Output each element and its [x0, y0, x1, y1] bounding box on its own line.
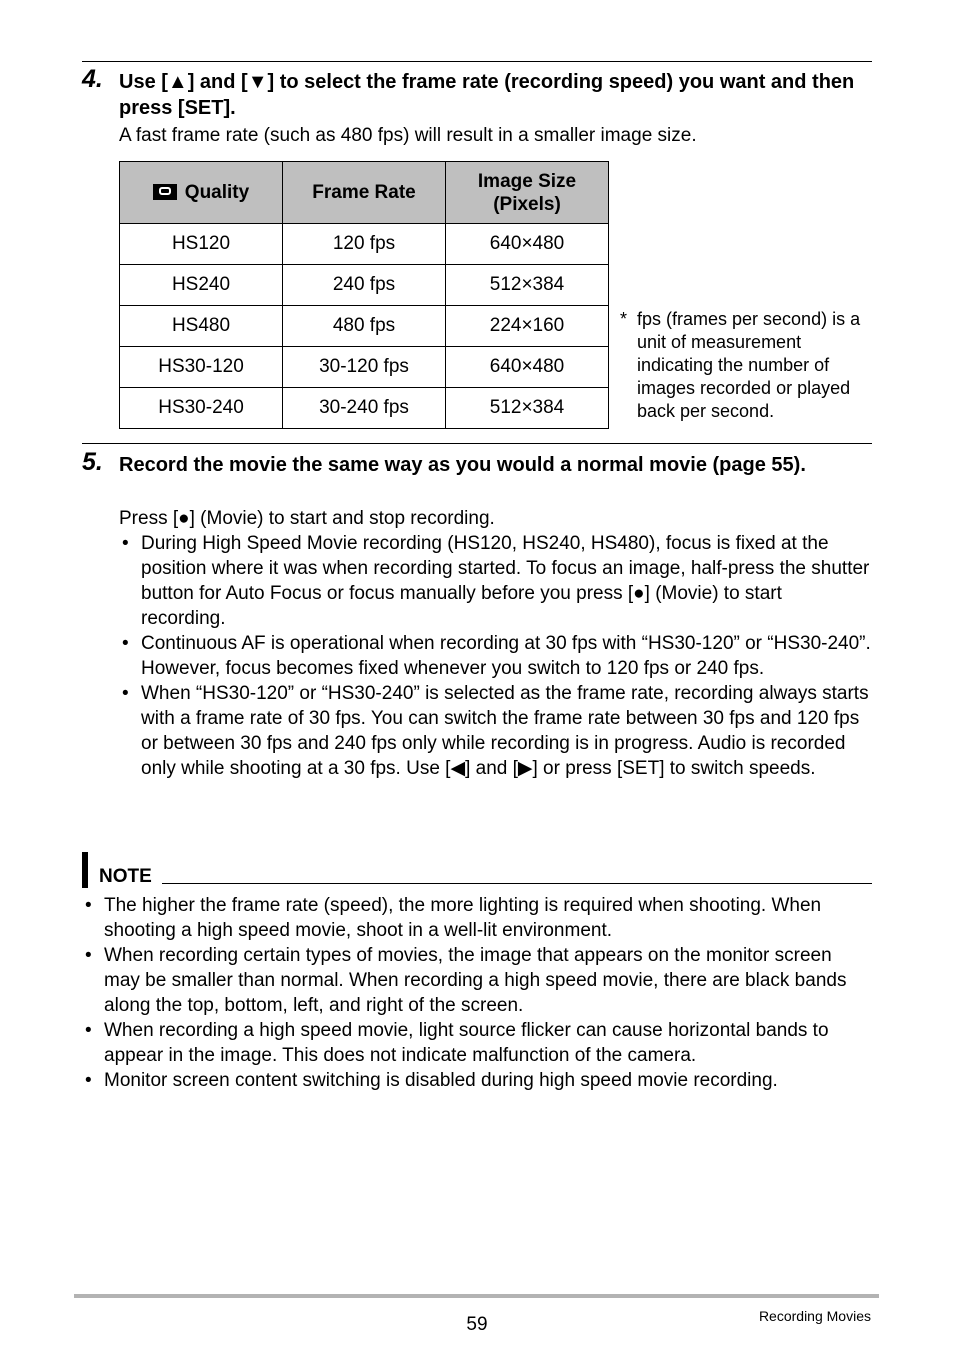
step-5-rule	[82, 443, 872, 444]
movie-quality-icon	[153, 184, 177, 200]
fps-footnote	[620, 308, 870, 423]
step-4-description: A fast frame rate (such as 480 fps) will result in a smaller image size.	[119, 125, 697, 146]
footnote-text: fps (frames per second) is a unit of measurement indicating the number of images recorded or played back per second.	[637, 309, 861, 421]
step-4-number: 4.	[82, 65, 103, 93]
cell-frame-rate: 30-240 fps	[283, 388, 446, 429]
top-rule	[82, 61, 872, 62]
cell-frame-rate: 240 fps	[283, 265, 446, 306]
header-image-size: Image Size (Pixels)	[446, 162, 609, 224]
cell-image-size: 512×384	[446, 265, 609, 306]
cell-quality: HS240	[120, 265, 283, 306]
cell-quality: HS30-240	[120, 388, 283, 429]
step-5-bullet-list	[119, 531, 871, 781]
footer-rule	[74, 1294, 879, 1298]
list-item: • When recording a high speed movie, light source flicker can cause horizontal bands to appear in the image. This does not indicate malfunction of the camera.	[85, 1020, 829, 1066]
note-bullet-list	[82, 893, 872, 1093]
cell-quality: HS480	[120, 306, 283, 347]
table-row	[120, 306, 609, 347]
note-bar	[82, 852, 88, 888]
table-row	[120, 388, 609, 429]
cell-image-size: 640×480	[446, 224, 609, 265]
list-item: • When “HS30-120” or “HS30-240” is selected as the frame rate, recording always starts with a frame rate of 30 fps. You can switch the frame rate between 30 fps and 120 fps or between 30 fps and 240 fps only while recording is in progress. Audio is recorded only while shooting at a 30 fps. Use [◀] and [▶] or press [SET] to switch speeds.	[122, 683, 869, 779]
note-label: NOTE	[99, 866, 152, 887]
step-5-description: Press [●] (Movie) to start and stop recording.	[119, 508, 495, 529]
cell-frame-rate: 480 fps	[283, 306, 446, 347]
cell-frame-rate: 120 fps	[283, 224, 446, 265]
cell-quality: HS30-120	[120, 347, 283, 388]
step-5-heading: Record the movie the same way as you would a normal movie (page 55).	[119, 454, 806, 476]
step-5-number: 5.	[82, 448, 103, 476]
cell-quality: HS120	[120, 224, 283, 265]
header-quality: Quality	[120, 162, 283, 224]
list-item: • During High Speed Movie recording (HS120, HS240, HS480), focus is fixed at the position where it was when recording started. To focus an image, half-press the shutter button for Auto Focus or focus manually before you press [●] (Movie) to start recording.	[122, 533, 870, 629]
header-frame-rate: Frame Rate	[283, 162, 446, 224]
list-item: • Continuous AF is operational when recording at 30 fps with “HS30-120” or “HS30-240”. However, focus becomes fixed whenever you switch to 120 fps or 240 fps.	[122, 633, 871, 679]
page-number: 59	[466, 1314, 488, 1335]
table-row	[120, 347, 609, 388]
cell-frame-rate: 30-120 fps	[283, 347, 446, 388]
table-header-row	[120, 162, 609, 224]
list-item: • The higher the frame rate (speed), the more lighting is required when shooting. When shooting a high speed movie, shoot in a well-lit environment.	[85, 895, 822, 941]
list-item: • Monitor screen content switching is disabled during high speed movie recording.	[85, 1070, 778, 1091]
table-row	[120, 224, 609, 265]
frame-rate-table	[119, 161, 609, 429]
cell-image-size: 224×160	[446, 306, 609, 347]
cell-image-size: 512×384	[446, 388, 609, 429]
footnote-mark: *	[620, 309, 628, 329]
note-divider	[162, 883, 872, 884]
footer-section-title: Recording Movies	[758, 1308, 871, 1324]
table-row	[120, 265, 609, 306]
list-item: • When recording certain types of movies, the image that appears on the monitor screen may be smaller than normal. When recording a high speed movie, there are black bands along the top, bottom, left, and right of the screen.	[85, 945, 847, 1016]
cell-image-size: 640×480	[446, 347, 609, 388]
step-4-heading: Use [▲] and [▼] to select the frame rate (recording speed) you want and then press [SET].	[119, 71, 855, 119]
